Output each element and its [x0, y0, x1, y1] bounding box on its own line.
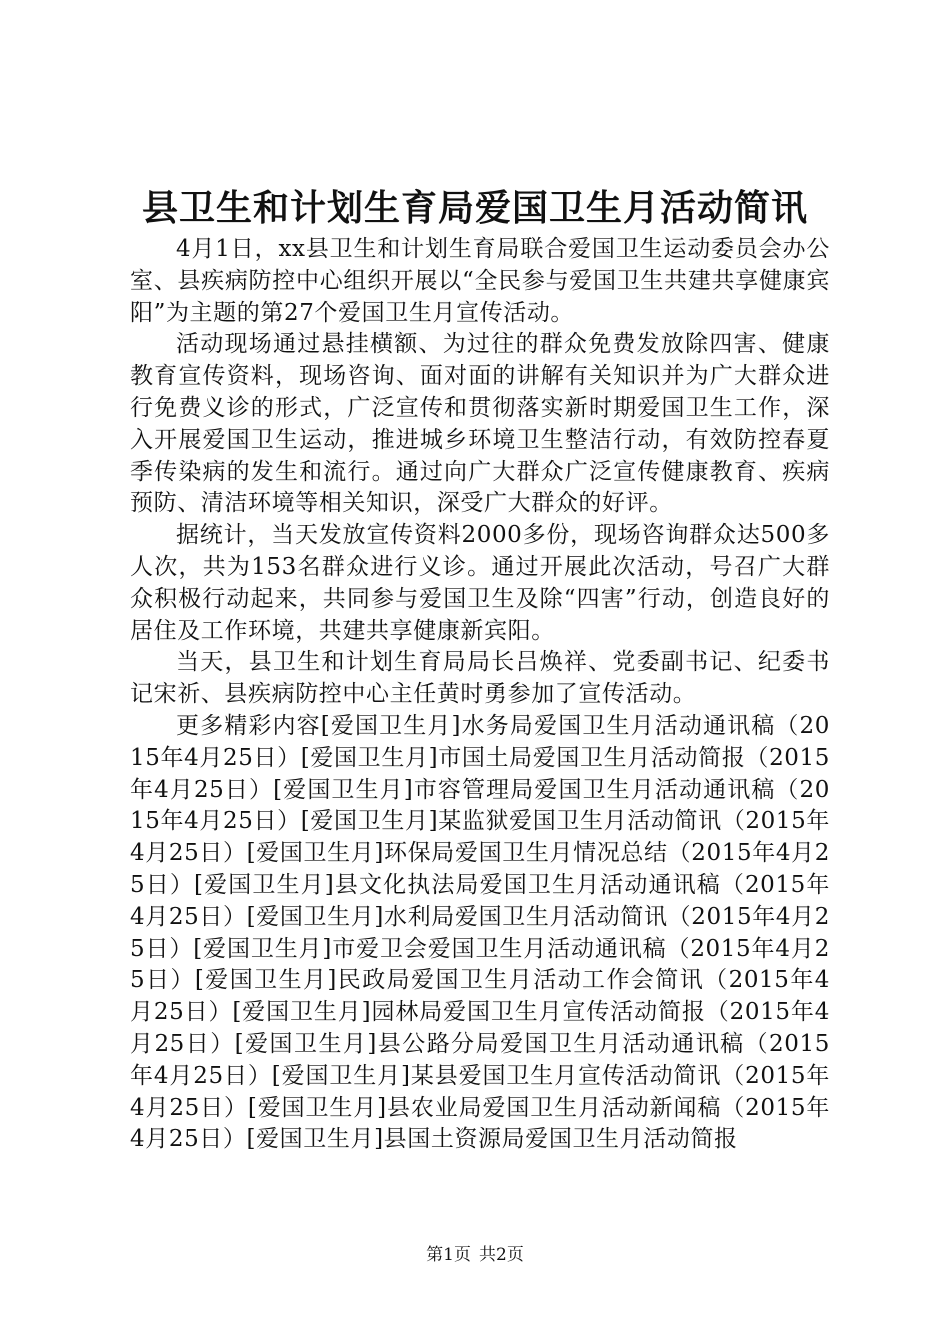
- document-title: 县卫生和计划生育局爱国卫生月活动简讯: [141, 187, 808, 229]
- paragraph-statistics: 据统计，当天发放宣传资料2000多份，现场咨询群众达500多人次，共为153名群众进行义诊。通过开展此次活动，号召广大群众积极行动起来，共同参与爱国卫生及除“四害”行动，创造良好的居住及工作环境，共建共享健康新宾阳。: [130, 522, 830, 644]
- page-number-total: 共2页: [479, 1245, 524, 1265]
- page-number-current: 第1页: [426, 1245, 471, 1265]
- paragraph-attendees: 当天，县卫生和计划生育局局长吕焕祥、党委副书记、纪委书记宋祈、县疾病防控中心主任黄时勇参加了宣传活动。: [130, 649, 830, 708]
- document-body: [130, 234, 830, 1156]
- page-footer: [0, 1243, 950, 1267]
- paragraph-intro: 4月1日，xx县卫生和计划生育局联合爱国卫生运动委员会办公室、县疾病防控中心组织开展以“全民参与爱国卫生共建共享健康宾阳”为主题的第27个爱国卫生月宣传活动。: [130, 236, 830, 326]
- paragraph-activity: 活动现场通过悬挂横额、为过往的群众免费发放除四害、健康教育宣传资料，现场咨询、面对面的讲解有关知识并为广大群众进行免费义诊的形式，广泛宣传和贯彻落实新时期爱国卫生工作，深入开展爱国卫生运动，推进城乡环境卫生整洁行动，有效防控春夏季传染病的发生和流行。通过向广大群众广泛宣传健康教育、疾病预防、清洁环境等相关知识，深受广大群众的好评。: [130, 331, 830, 517]
- paragraph-more-content: 更多精彩内容[爱国卫生月]水务局爱国卫生月活动通讯稿（2015年4月25日）[爱国卫生月]市国土局爱国卫生月活动简报（2015年4月25日）[爱国卫生月]市容管理局爱国卫生月活动通讯稿（2015年4月25日）[爱国卫生月]某监狱爱国卫生月活动简讯（2015年4月25日）[爱国卫生月]环保局爱国卫生月情况总结（2015年4月25日）[爱国卫生月]县文化执法局爱国卫生月活动通讯稿（2015年4月25日）[爱国卫生月]水利局爱国卫生月活动简讯（2015年4月25日）[爱国卫生月]市爱卫会爱国卫生月活动通讯稿（2015年4月25日）[爱国卫生月]民政局爱国卫生月活动工作会简讯（2015年4月25日）[爱国卫生月]园林局爱国卫生月宣传活动简报（2015年4月25日）[爱国卫生月]县公路分局爱国卫生月活动通讯稿（2015年4月25日）[爱国卫生月]某县爱国卫生月宣传活动简讯（2015年4月25日）[爱国卫生月]县农业局爱国卫生月活动新闻稿（2015年4月25日）[爱国卫生月]县国土资源局爱国卫生月活动简报: [130, 712, 830, 1153]
